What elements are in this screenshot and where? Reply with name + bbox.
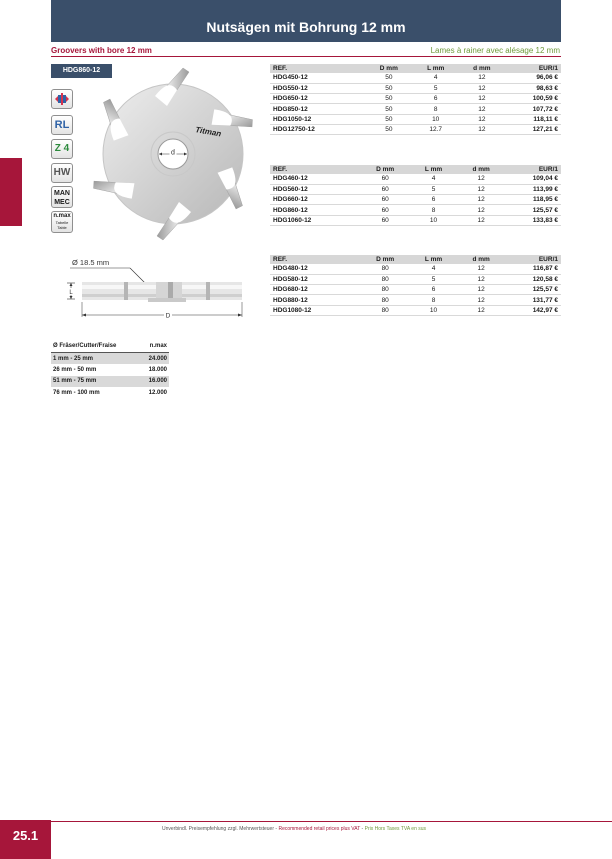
ref-cell: HDG550-12 [270,83,365,93]
d-cell: 50 [365,83,413,93]
page-header [51,0,561,42]
length-label: L [69,290,73,296]
l-cell: 8 [410,295,457,305]
max-rpm-table [51,341,169,399]
table-row [270,73,561,83]
d-cell: 80 [361,264,410,274]
bore-cell: 12 [459,94,505,104]
table-header-row [270,255,561,264]
d-cell: 80 [361,285,410,295]
rpm-range-cell: 76 mm - 100 mm [53,389,100,396]
bore-cell: 12 [457,174,505,184]
table-row [270,285,561,295]
col-ref: REF. [270,64,365,73]
rotation-direction-icon [51,89,73,109]
ref-cell: HDG1060-12 [270,215,361,225]
price-cell: 127,21 € [505,124,561,134]
hw-icon: HW [51,163,73,183]
price-table-d50 [270,64,561,135]
rpm-header-row [51,341,169,353]
l-cell: 10 [410,215,457,225]
col-bore: d mm [457,165,505,174]
d-cell: 50 [365,73,413,83]
price-cell: 131,77 € [505,295,561,305]
footer-note-french: Prix Hors Taxes TVA en sus [364,826,427,832]
footer-sep: - [360,826,365,832]
price-cell: 113,99 € [505,184,561,194]
bore-cell: 12 [459,83,505,93]
nmax-title: n.max [53,213,71,219]
d-cell: 50 [365,104,413,114]
footer-price-note [162,826,426,832]
ref-cell: HDG860-12 [270,205,361,215]
cutter-arrows-icon [52,90,72,108]
bore-cell: 12 [459,124,505,134]
table-row [270,305,561,315]
rpm-row [51,364,169,376]
l-cell: 8 [410,205,457,215]
rpm-row [51,387,169,399]
ref-cell: HDG650-12 [270,94,365,104]
ref-cell: HDG460-12 [270,174,361,184]
chapter-tab-marker [0,158,22,226]
col-ref: REF. [270,255,361,264]
bore-cell: 12 [457,205,505,215]
cutter-profile-drawing [60,254,260,324]
ref-cell: HDG660-12 [270,195,361,205]
bore-cell: 12 [457,264,505,274]
table-row [270,104,561,114]
man-mec-icon [51,186,73,208]
shank-diameter-label: Ø 18.5 mm [72,258,110,267]
l-cell: 6 [410,195,457,205]
price-cell: 120,58 € [505,274,561,284]
d-cell: 60 [361,215,410,225]
width-label: D [165,312,171,320]
l-cell: 12.7 [413,124,459,134]
rpm-value-cell: 18.000 [148,366,167,373]
bore-cell: 12 [459,104,505,114]
l-cell: 6 [410,285,457,295]
table-row [270,264,561,274]
rpm-range-cell: 26 mm - 50 mm [53,366,97,373]
bore-cell: 12 [457,195,505,205]
mec-label: MEC [54,199,70,206]
l-cell: 6 [413,94,459,104]
table-row [270,124,561,134]
table-row [270,94,561,104]
bore-cell: 12 [459,114,505,124]
price-cell: 118,11 € [505,114,561,124]
d-cell: 50 [365,114,413,124]
titman-logo: Titman [194,125,222,139]
price-cell: 96,06 € [505,73,561,83]
table-row [270,205,561,215]
ref-cell: HDG12750-12 [270,124,365,134]
d-cell: 60 [361,205,410,215]
bore-cell: 12 [457,215,505,225]
nmax-table-de: Tabelle [55,220,69,225]
rpm-value-cell: 24.000 [140,353,169,365]
bore-cell: 12 [457,285,505,295]
table-header-row [270,165,561,174]
footer-divider [51,821,612,822]
page-number-box [0,820,51,859]
col-length: L mm [410,165,457,174]
subtitle-english: Groovers with bore 12 mm [51,46,152,55]
l-cell: 4 [410,264,457,274]
ref-cell: HDG850-12 [270,104,365,114]
d-cell: 60 [361,184,410,194]
table-row [270,274,561,284]
table-row [270,195,561,205]
ref-cell: HDG680-12 [270,285,361,295]
page-title: Nutsägen mit Bohrung 12 mm [206,19,406,35]
footer-sep: - [274,826,279,832]
l-cell: 4 [410,174,457,184]
d-cell: 80 [361,305,410,315]
ref-cell: HDG1080-12 [270,305,361,315]
d-cell: 60 [361,195,410,205]
col-length: L mm [410,255,457,264]
col-price: EUR/1 [505,64,561,73]
groover-cutter-illustration [80,62,266,242]
l-cell: 10 [410,305,457,315]
bore-cell: 12 [457,184,505,194]
l-cell: 5 [410,274,457,284]
rpm-range-cell: 1 mm - 25 mm [51,353,140,365]
d-cell: 50 [365,124,413,134]
price-cell: 116,87 € [505,264,561,274]
subtitle-divider [51,56,561,57]
l-cell: 4 [413,73,459,83]
d-cell: 80 [361,295,410,305]
table-row [270,83,561,93]
price-cell: 100,59 € [505,94,561,104]
bore-diameter-label: d [171,149,175,157]
ref-cell: HDG1050-12 [270,114,365,124]
subtitle-french: Lames à rainer avec alésage 12 mm [430,46,560,55]
col-d-outer: D mm [365,64,413,73]
table-row [270,295,561,305]
col-ref: REF. [270,165,361,174]
col-price: EUR/1 [505,255,561,264]
price-cell: 98,63 € [505,83,561,93]
price-cell: 142,97 € [505,305,561,315]
col-length: L mm [413,64,459,73]
price-cell: 118,95 € [505,195,561,205]
col-d-outer: D mm [361,255,410,264]
d-cell: 80 [361,274,410,284]
ref-cell: HDG880-12 [270,295,361,305]
ref-cell: HDG560-12 [270,184,361,194]
ref-cell: HDG450-12 [270,73,365,83]
rpm-value-cell: 12.000 [148,389,167,396]
rl-icon: RL [51,115,73,135]
model-badge: HDG860-12 [51,64,112,78]
col-d-outer: D mm [361,165,410,174]
rpm-col-diameter: Ø Fräser/Cutter/Fraise [51,341,140,353]
nmax-table-en: Table [57,225,67,230]
page-number: 25.1 [12,828,39,843]
rpm-range-cell: 51 mm - 75 mm [51,376,140,388]
l-cell: 5 [410,184,457,194]
z4-icon: Z 4 [51,139,73,159]
ref-cell: HDG480-12 [270,264,361,274]
col-bore: d mm [459,64,505,73]
l-cell: 5 [413,83,459,93]
price-table-d60 [270,165,561,226]
table-row [270,174,561,184]
col-price: EUR/1 [505,165,561,174]
bore-cell: 12 [459,73,505,83]
bore-cell: 12 [457,305,505,315]
table-row [270,215,561,225]
d-cell: 60 [361,174,410,184]
d-cell: 50 [365,94,413,104]
footer-note-english: Recommended retail prices plus VAT [278,826,361,832]
ref-cell: HDG580-12 [270,274,361,284]
bore-cell: 12 [457,295,505,305]
price-cell: 125,57 € [505,205,561,215]
man-label: MAN [54,190,70,197]
bore-cell: 12 [457,274,505,284]
col-bore: d mm [457,255,505,264]
price-cell: 109,04 € [505,174,561,184]
table-row [270,184,561,194]
footer-note-german: Unverbindl. Preisempfehlung zzgl. Mehrwertsteuer [162,826,274,832]
price-cell: 107,72 € [505,104,561,114]
price-cell: 133,83 € [505,215,561,225]
rpm-col-nmax: n.max [140,341,169,353]
table-header-row [270,64,561,73]
table-row [270,114,561,124]
l-cell: 10 [413,114,459,124]
price-cell: 125,57 € [505,285,561,295]
rpm-row [51,376,169,388]
l-cell: 8 [413,104,459,114]
price-table-d80 [270,255,561,316]
nmax-icon [51,211,73,233]
rpm-value-cell: 16.000 [140,376,169,388]
rpm-row [51,353,169,365]
